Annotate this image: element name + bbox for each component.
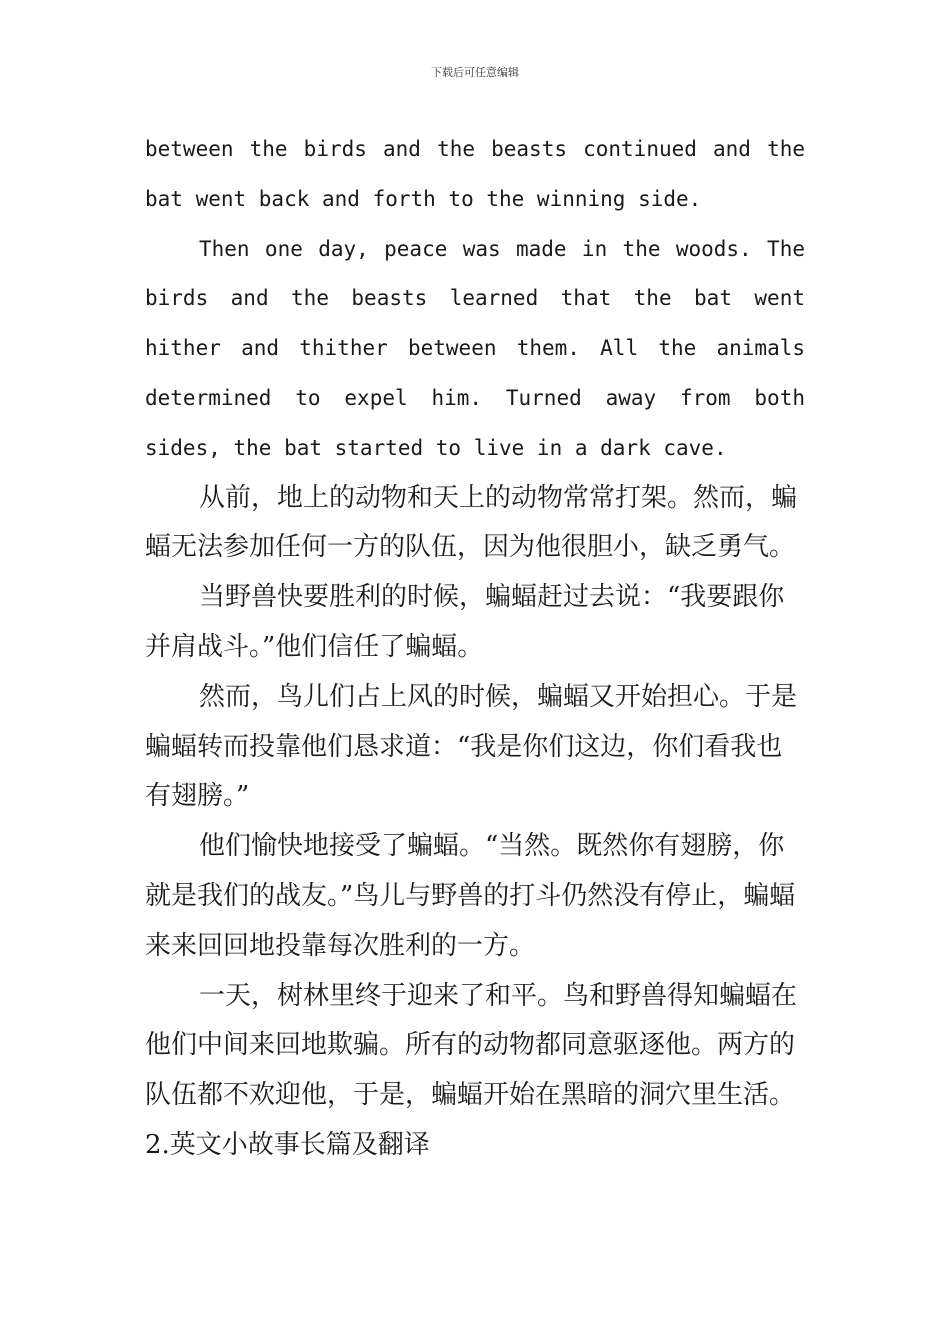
section-heading: 2.英文小故事长篇及翻译 <box>145 1129 430 1160</box>
chinese-paragraph-4: 他们愉快地接受了蝙蝠。“当然。既然你有翅膀，你就是我们的战友。”鸟儿与野兽的打斗仍然没有停止，蝙蝠来来回回地投靠每次胜利的一方。 <box>145 831 796 961</box>
chinese-paragraph-2: 当野兽快要胜利的时候，蝙蝠赶过去说：“我要跟你并肩战斗。”他们信任了蝙蝠。 <box>145 582 785 662</box>
chinese-paragraph-5: 一天，树林里终于迎来了和平。鸟和野兽得知蝙蝠在他们中间来回地欺骗。所有的动物都同意驱逐他。两方的队伍都不欢迎他，于是，蝙蝠开始在黑暗的洞穴里生活。 <box>145 980 798 1111</box>
chinese-paragraph-1: 从前，地上的动物和天上的动物常常打架。然而，蝙蝠无法参加任何一方的队伍，因为他很胆小，缺乏勇气。 <box>145 482 798 563</box>
text-line: bat went back and forth to the winning side. <box>145 186 702 211</box>
text-line: hither and thither between them. All the animals <box>145 336 805 361</box>
text-line: Then one day, peace was made in the woods. The <box>199 236 805 261</box>
chinese-paragraph-3: 然而，鸟儿们占上风的时候，蝙蝠又开始担心。于是蝙蝠转而投靠他们恳求道：“我是你们这边，你们看我也有翅膀。” <box>145 681 798 812</box>
text-line: between the birds and the beasts continued and the <box>145 137 805 161</box>
document-body <box>145 125 805 1171</box>
text-line: determined to expel him. Turned away from both <box>145 385 805 410</box>
english-paragraph-2 <box>145 225 805 474</box>
english-paragraph-1 <box>145 125 805 225</box>
text-line: sides, the bat started to live in a dark cave. <box>145 435 727 460</box>
page-header: 下载后可任意编辑 <box>431 66 519 79</box>
text-line: birds and the beasts learned that the bat went <box>145 286 805 311</box>
